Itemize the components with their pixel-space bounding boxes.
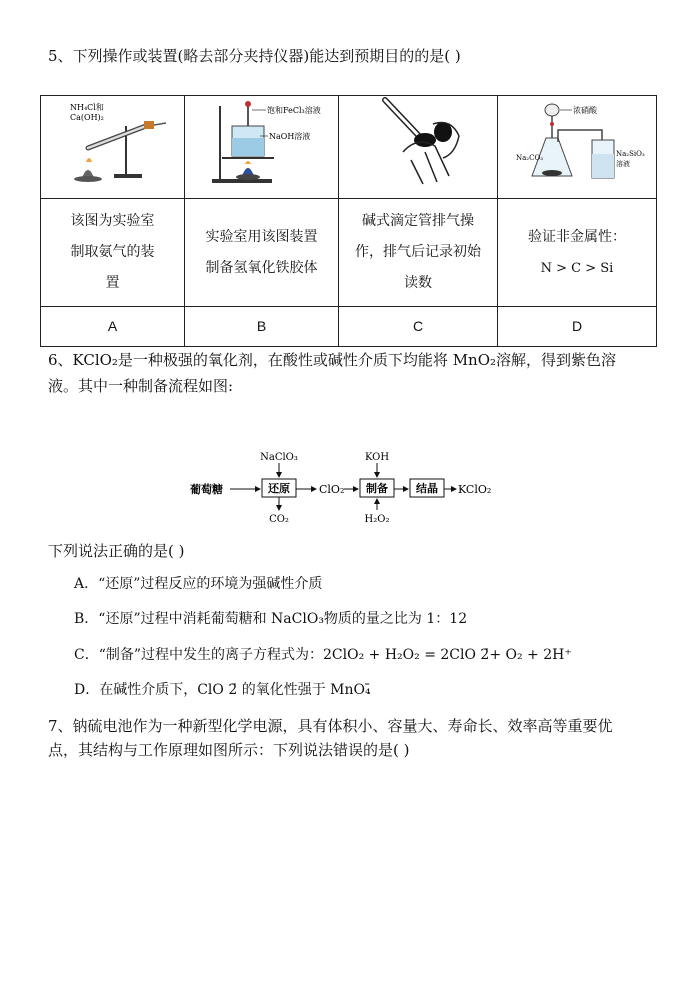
q6-option-d[interactable]: D．在碱性介质下，ClO 2̄ 的氧化性强于 MnO₄̄ bbox=[74, 682, 371, 698]
flow-kclo2: KClO₂ bbox=[458, 483, 492, 496]
option-a-description bbox=[41, 199, 185, 307]
option-b-description bbox=[185, 199, 339, 307]
flow-co2: CO₂ bbox=[269, 514, 289, 525]
desc-line: 制备氢氧化铁胶体 bbox=[205, 259, 318, 276]
desc-line: 置 bbox=[105, 275, 120, 291]
q6-option-b[interactable]: B．“还原”过程中消耗葡萄糖和 NaClO₃物质的量之比为 1：12 bbox=[74, 611, 468, 627]
desc-line: 制取氨气的装 bbox=[70, 244, 155, 260]
flow-naclo3: NaClO₃ bbox=[260, 452, 298, 463]
flow-start-glucose: 葡萄糖 bbox=[190, 483, 223, 496]
option-a-image-cell bbox=[41, 96, 185, 199]
nonmetal-apparatus-icon bbox=[502, 96, 652, 186]
flow-prepare-label: 制备 bbox=[366, 482, 388, 495]
q6-option-c[interactable]: C．“制备”过程中发生的离子方程式为：2ClO₂ + H₂O₂ = 2ClO 2̄+ O₂ + 2H⁺ bbox=[74, 647, 572, 663]
flow-reduce-label: 还原 bbox=[268, 482, 290, 495]
flow-h2o2: H₂O₂ bbox=[364, 514, 390, 525]
nitric-acid-label: 浓硝酸 bbox=[573, 106, 597, 115]
q6-prompt: 下列说法正确的是( ) bbox=[48, 542, 185, 560]
desc-line: 实验室用该图装置 bbox=[205, 228, 318, 245]
desc-line: 读数 bbox=[404, 275, 432, 291]
q6-stem-line1: 6、KClO₂是一种极强的氧化剂，在酸性或碱性介质下均能将 MnO₂溶解，得到紫色溶 bbox=[48, 351, 617, 369]
reagent-label-1: NH₄Cl和 bbox=[69, 103, 104, 112]
desc-line: N > C > Si bbox=[540, 260, 614, 276]
colloid-apparatus-icon bbox=[192, 96, 332, 186]
flow-crystal-label: 结晶 bbox=[416, 482, 438, 495]
reagent-label-2: Ca(OH)₂ bbox=[69, 113, 104, 122]
option-c-image-cell bbox=[339, 96, 498, 199]
preparation-flowchart bbox=[190, 448, 500, 528]
option-a-letter[interactable]: A bbox=[41, 307, 185, 347]
option-d-image-cell bbox=[498, 96, 657, 199]
option-b-image-cell bbox=[185, 96, 339, 199]
burette-venting-icon bbox=[363, 96, 473, 186]
option-b-letter[interactable]: B bbox=[185, 307, 339, 347]
option-d-letter[interactable]: D bbox=[498, 307, 657, 347]
desc-line: 验证非金属性： bbox=[528, 228, 626, 245]
naoh-label: NaOH溶液 bbox=[268, 132, 310, 141]
q5-stem: 5、下列操作或装置(略去部分夹持仪器)能达到预期目的的是( ) bbox=[48, 47, 461, 65]
na2sio3-label: Na₂SiO₃ bbox=[616, 150, 645, 158]
fecl3-label: 饱和FeCl₃溶液 bbox=[266, 106, 321, 115]
ammonia-apparatus-icon bbox=[48, 96, 178, 186]
q5-options-table bbox=[40, 95, 657, 347]
q6-option-a[interactable]: A．“还原”过程反应的环境为强碱性介质 bbox=[74, 576, 323, 592]
q7-stem-line2: 点，其结构与工作原理如图所示：下列说法错误的是( ) bbox=[48, 741, 410, 759]
desc-line: 碱式滴定管排气操 bbox=[362, 213, 474, 229]
na2co3-label: Na₂CO₃ bbox=[516, 154, 544, 162]
flow-koh: KOH bbox=[364, 452, 390, 463]
q6-stem-line2: 液。其中一种制备流程如图: bbox=[48, 377, 234, 395]
desc-line: 作，排气后记录初始 bbox=[355, 244, 481, 260]
q7-stem-line1: 7、钠硫电池作为一种新型化学电源，具有体积小、容量大、寿命长、效率高等重要优 bbox=[48, 717, 613, 735]
flow-clo2: ClO₂ bbox=[319, 483, 345, 496]
solution-label: 溶液 bbox=[616, 160, 630, 168]
option-c-description bbox=[339, 199, 498, 307]
option-c-letter[interactable]: C bbox=[339, 307, 498, 347]
option-d-description bbox=[498, 199, 657, 307]
desc-line: 该图为实验室 bbox=[70, 213, 155, 229]
